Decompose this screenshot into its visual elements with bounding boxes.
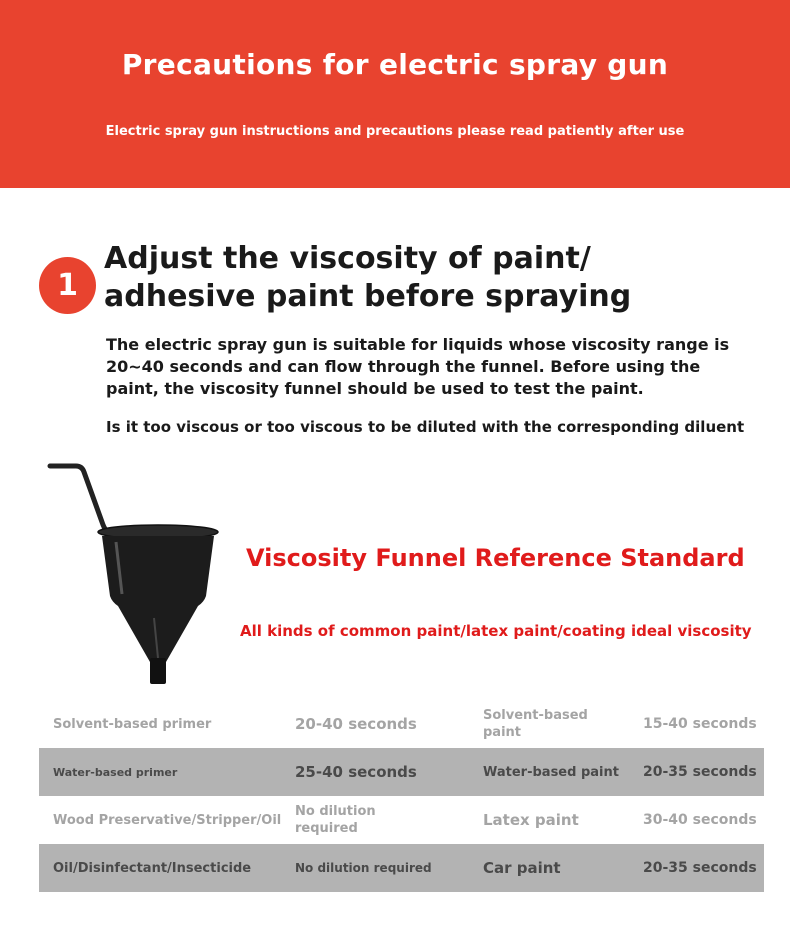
table-row	[39, 844, 764, 892]
table-cell: 15-40 seconds	[643, 715, 757, 732]
table-cell: Oil/Disinfectant/Insecticide	[53, 860, 252, 876]
table-cell: No dilution required	[295, 804, 376, 836]
table-cell: Car paint	[483, 858, 561, 877]
reference-title: Viscosity Funnel Reference Standard	[246, 544, 745, 572]
dilution-note: Is it too viscous or too viscous to be diluted with the corresponding diluent	[106, 418, 745, 436]
section-heading-line: adhesive paint before spraying	[104, 279, 632, 314]
section-heading-line: Adjust the viscosity of paint/	[104, 241, 591, 276]
table-row	[39, 748, 764, 796]
table-cell: 25-40 seconds	[295, 762, 417, 781]
table-cell: 20-40 seconds	[295, 714, 417, 733]
paragraph-line: 20~40 seconds and can flow through the funnel. Before using the	[106, 357, 701, 376]
page-subtitle: Electric spray gun instructions and precautions please read patiently after use	[105, 124, 685, 139]
table-cell: Solvent-based paint	[483, 708, 588, 740]
table-cell: Latex paint	[483, 810, 579, 829]
table-cell: 20-35 seconds	[643, 859, 757, 876]
table-cell: Wood Preservative/Stripper/Oil	[53, 812, 282, 828]
step-number-badge: 1	[39, 257, 96, 314]
header-banner	[0, 0, 790, 188]
table-cell: 20-35 seconds	[643, 763, 757, 780]
reference-subtitle: All kinds of common paint/latex paint/coating ideal viscosity	[240, 622, 752, 640]
page-title: Precautions for electric spray gun	[121, 48, 669, 81]
paragraph-line: The electric spray gun is suitable for liquids whose viscosity range is	[106, 335, 730, 354]
table-cell: 30-40 seconds	[643, 811, 757, 828]
table-row	[39, 700, 764, 748]
section-paragraph	[106, 334, 746, 400]
table-cell: Water-based paint	[483, 764, 619, 780]
table-cell: Solvent-based primer	[53, 716, 212, 732]
table-row	[39, 796, 764, 844]
viscosity-funnel-icon	[44, 458, 224, 690]
table-cell: Water-based primer	[53, 765, 178, 779]
table-cell: No dilution required	[295, 860, 432, 875]
section-heading	[104, 240, 704, 316]
viscosity-table	[39, 700, 764, 892]
paragraph-line: paint, the viscosity funnel should be used to test the paint.	[106, 379, 644, 398]
